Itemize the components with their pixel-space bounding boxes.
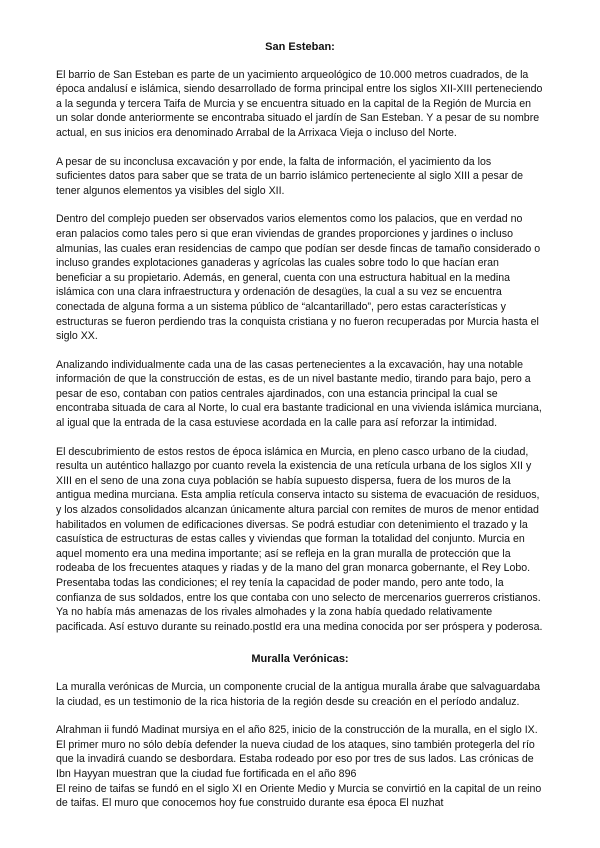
- paragraph: La muralla verónicas de Murcia, un componente crucial de la antigua muralla árabe que salvaguardaba la ciudad, es un testimonio de la rica historia de la región desde su creación en el período andaluz.: [56, 680, 541, 708]
- paragraph: El barrio de San Esteban es parte de un yacimiento arqueológico de 10.000 metros cuadrados, de la época andalusí e islámica, siendo desarrollado de forma principal entre los siglos XII-XIII perteneciendo a la segunda y tercera Taifa de Murcia y se encuentra situado en la capital de la Región de Murcia en un solar donde anteriormente se encontraba situado el jardín de San Esteban. Y a pesar de su nombre actual, en sus inicios era denominado Arrabal de la Arrixaca Vieja o incluso del Norte.: [56, 68, 543, 139]
- paragraph: El reino de taifas se fundó en el siglo XI en Oriente Medio y Murcia se convirtió en la capital de un reino de taifas. El muro que conocemos hoy fue construido durante esa época El nuzhat: [56, 782, 542, 810]
- paragraph: El descubrimiento de estos restos de época islámica en Murcia, en pleno casco urbano de la ciudad, resulta un auténtico hallazgo por cuanto revela la existencia de una retícula urbana de los siglos XII y XIII en el seno de una zona cuya población se había supuesto dispersa, fuera de los muros de la antigua medina murciana. Esta amplia retícula conserva intacto su sistema de evacuación de residuos, y los alzados consolidados alcanzan únicamente altura parcial con remites de muros de menor entidad habilitados en volumen de edificaciones diversas. Se podrá estudiar con detenimiento el trazado y la casuística de estructuras de estas calles y viviendas que forman la totalidad del conjunto. Murcia en aquel momento era una medina importante; así se refleja en la gran muralla de protección que la rodeaba de los frecuentes ataques y riadas y de la mano del gran monarca gobernante, el Rey Lobo. Presentaba todas las condiciones; el rey tenía la capacidad de poder mando, pero ante todo, la confianza de sus soldados, entre los que contaba con uno selecto de mercenarios guerreros cristianos. Ya no había más amenazas de los rivales almohades y la zona había quedado relativamente pacificada. Así estuvo durante su reinado.postId era una medina conocida por ser próspera y poderosa.: [56, 445, 543, 633]
- paragraph: Analizando individualmente cada una de las casas pertenecientes a la excavación, hay una notable información de que la construcción de estas, es de un nivel bastante medio, tirando para bajo, pero a pesar de eso, contaban con patios centrales ajardinados, con una estancia principal la cual se encontraba situada de cara al Norte, lo cual era bastante tradicional en una vivienda islámica murciana, al igual que la entrada de la casa estuviese acordada en la calle para así reforzar la intimidad.: [56, 358, 542, 430]
- section-title-san-esteban: San Esteban:: [265, 41, 335, 53]
- document-page: [56, 40, 544, 811]
- section-title-muralla-veronicas: Muralla Verónicas:: [251, 653, 349, 666]
- paragraph: Dentro del complejo pueden ser observados varios elementos como los palacios, que en verdad no eran palacios como tales pero si que eran viviendas de grandes proporciones y jardines o incluso almunias, las cuales eran residencias de campo que podían ser desde fincas de tamaño considerado o incluso grandes explotaciones ganaderas y agrícolas las cuales sobre todo lo que hacían eran beneficiar a su propietario. Además, en general, cuenta con una estructura habitual en la medina islámica con una clara infraestructura y ordenación de desagües, la cual a su vez se encuentra conectada de alguna forma a un sistema público de “alcantarillado”, pero estas características y estructuras se fueron perdiendo tras la conquista cristiana y no fueron recuperadas por Murcia hasta el siglo XX.: [56, 213, 541, 343]
- paragraph: Alrahman ii fundó Madinat mursiya en el año 825, inicio de la construcción de la muralla, en el siglo IX. El primer muro no sólo debía defender la nueva ciudad de los ataques, sino también protegerla del río que la invadirá cuando se desbordara. Estaba rodeado por eso por tres de sus lados. Las crónicas de Ibn Hayyan muestran que la ciudad fue fortificada en el año 896: [56, 724, 538, 780]
- paragraph: A pesar de su inconclusa excavación y por ende, la falta de información, el yacimiento da los suficientes datos para saber que se trata de un barrio islámico perteneciente al siglo XIII a pesar de tener algunos elementos ya visibles del siglo XII.: [56, 155, 523, 197]
